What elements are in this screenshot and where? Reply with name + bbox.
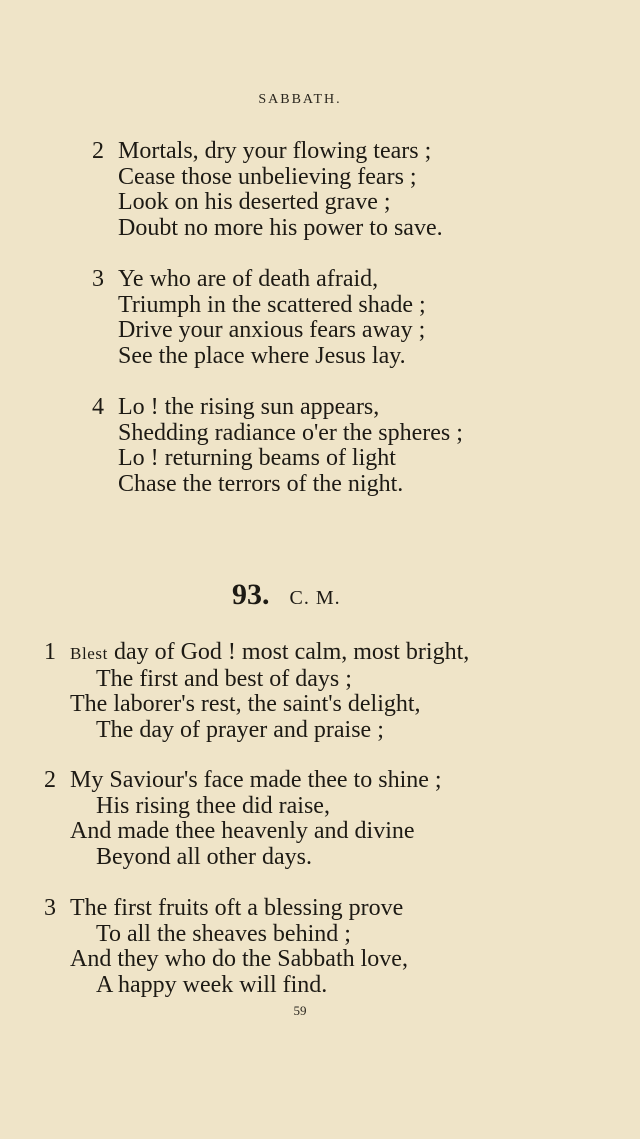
stanza-line: See the place where Jesus lay. xyxy=(118,342,406,369)
page-number: 59 xyxy=(293,1003,307,1018)
stanza-number: 4 xyxy=(92,394,104,420)
stanza-line: Beyond all other days. xyxy=(96,843,312,870)
stanza-line: Triumph in the scattered shade ; xyxy=(118,291,426,318)
hymn-93-heading xyxy=(232,578,341,612)
hymn-92-stanza-2 xyxy=(92,139,443,241)
stanza-line: 4 Lo ! the rising sun appears, xyxy=(92,394,380,420)
hymn-93-stanza-1 xyxy=(44,640,469,743)
stanza-line: The first and best of days ; xyxy=(96,665,352,692)
stanza-number: 3 xyxy=(92,266,104,292)
stanza-line: Cease those unbelieving fears ; xyxy=(118,163,417,190)
stanza-line: 2 Mortals, dry your flowing tears ; xyxy=(92,138,432,164)
hymn-93-stanza-2 xyxy=(44,768,442,870)
stanza-line: 2 My Saviour's face made thee to shine ; xyxy=(44,767,442,793)
stanza-line: Look on his deserted grave ; xyxy=(118,189,391,215)
stanza-line: 3 Ye who are of death afraid, xyxy=(92,266,379,292)
stanza-line: And made thee heavenly and divine xyxy=(70,818,415,844)
stanza-line: And they who do the Sabbath love, xyxy=(70,946,408,972)
stanza-number: 2 xyxy=(44,767,56,793)
hymn-92-stanza-4 xyxy=(92,395,463,497)
stanza-line: 3 The first fruits oft a blessing prove xyxy=(44,895,404,921)
stanza-line: Doubt no more his power to save. xyxy=(118,214,443,241)
hymn-meter: C. M. xyxy=(289,587,341,609)
hymn-92-stanza-3 xyxy=(92,267,426,369)
small-caps-word: Blest xyxy=(70,644,108,663)
stanza-line: The laborer's rest, the saint's delight, xyxy=(70,691,421,717)
stanza-line: Chase the terrors of the night. xyxy=(118,470,404,497)
stanza-number: 2 xyxy=(92,138,104,164)
stanza-line: Drive your anxious fears away ; xyxy=(118,317,426,343)
stanza-line: Shedding radiance o'er the spheres ; xyxy=(118,419,463,446)
stanza-line: 1 Blest day of God ! most calm, most bright, xyxy=(44,639,470,665)
running-head: SABBATH. xyxy=(258,92,342,107)
stanza-number: 1 xyxy=(44,639,56,665)
stanza-line: The day of prayer and praise ; xyxy=(96,716,384,743)
hymn-number: 93. xyxy=(232,578,270,611)
stanza-line: His rising thee did raise, xyxy=(96,792,330,819)
hymn-93-stanza-3 xyxy=(44,896,408,998)
stanza-line: A happy week will find. xyxy=(96,971,328,998)
stanza-number: 3 xyxy=(44,895,56,921)
stanza-line: Lo ! returning beams of light xyxy=(118,445,396,471)
stanza-line: To all the sheaves behind ; xyxy=(96,920,351,947)
